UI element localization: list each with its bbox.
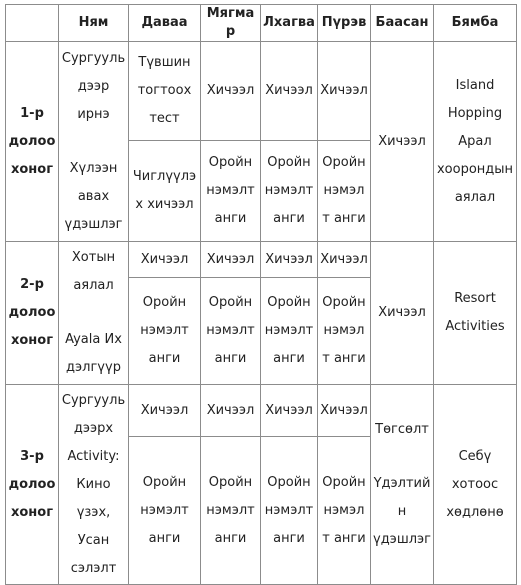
week3-thursday-cell-a: Хичээл (318, 385, 371, 437)
week1-tuesday-cell-a: Хичээл (201, 42, 261, 141)
schedule-wrapper (5, 4, 517, 585)
week2-sunday-event-1: Хотын аялал (71, 250, 116, 293)
header-row (6, 5, 517, 42)
week3-saturday-cell: Себү хотоос хөдлөнө (434, 385, 517, 585)
week3-tuesday-cell-b: Оройн нэмэлт анги (201, 437, 261, 585)
week3-friday-event-2: Үдэлтийн үдэшлэг (373, 475, 431, 547)
week3-label (6, 385, 59, 585)
week1-wednesday-cell-a: Хичээл (261, 42, 318, 141)
week2-saturday-cell: Resort Activities (434, 242, 517, 385)
week2-tuesday-cell-b: Оройн нэмэлт анги (201, 278, 261, 385)
week1-label (6, 42, 59, 242)
week3-wednesday-cell-b: Оройн нэмэлт анги (261, 437, 318, 585)
week1-label-text: 1-р долоо хоног (8, 105, 56, 177)
schedule-table (5, 4, 517, 585)
week2-row-a (6, 242, 517, 278)
week1-sunday-event-1: Сургууль дээр ирнэ (61, 50, 126, 122)
week2-monday-cell-b: Оройн нэмэлт анги (129, 278, 201, 385)
week2-sunday-cell (59, 242, 129, 385)
week1-row-a (6, 42, 517, 141)
week2-tuesday-cell-a: Хичээл (201, 242, 261, 278)
week1-thursday-cell-b: Оройн нэмэлт анги (318, 141, 371, 242)
week2-sunday-event-2: Ayala Их дэлгүүр (65, 332, 122, 375)
week1-monday-cell-a: Түвшин тогтоох тест (129, 42, 201, 141)
header-saturday: Бямба (434, 5, 517, 42)
header-tuesday: Мягмар (201, 5, 261, 42)
week3-tuesday-cell-a: Хичээл (201, 385, 261, 437)
header-friday: Баасан (371, 5, 434, 42)
week1-sunday-event-2: Хүлээн авах үдэшлэг (64, 160, 123, 232)
week2-friday-cell: Хичээл (371, 242, 434, 385)
week2-label (6, 242, 59, 385)
week2-thursday-cell-b: Оройн нэмэлт анги (318, 278, 371, 385)
header-thursday: Пүрэв (318, 5, 371, 42)
header-wednesday: Лхагва (261, 5, 318, 42)
header-monday: Даваа (129, 5, 201, 42)
week1-monday-cell-b: Чиглүүлэх хичээл (129, 141, 201, 242)
week3-label-text: 3-р долоо хоног (8, 448, 56, 520)
week1-friday-cell: Хичээл (371, 42, 434, 242)
week1-wednesday-cell-b: Оройн нэмэлт анги (261, 141, 318, 242)
week3-sunday-cell: Сургууль дээрх Activity: Кино үзэх, Усан сэлэлт (59, 385, 129, 585)
week1-thursday-cell-a: Хичээл (318, 42, 371, 141)
week3-row-a (6, 385, 517, 437)
header-sunday: Ням (59, 5, 129, 42)
week2-wednesday-cell-b: Оройн нэмэлт анги (261, 278, 318, 385)
week3-wednesday-cell-a: Хичээл (261, 385, 318, 437)
week2-label-text: 2-р долоо хоног (8, 277, 56, 348)
header-corner-cell (6, 5, 59, 42)
week1-tuesday-cell-b: Оройн нэмэлт анги (201, 141, 261, 242)
week3-friday-event-1: Төгсөлт (375, 421, 429, 437)
week3-friday-cell (371, 385, 434, 585)
week3-monday-cell-b: Оройн нэмэлт анги (129, 437, 201, 585)
week2-monday-cell-a: Хичээл (129, 242, 201, 278)
week2-wednesday-cell-a: Хичээл (261, 242, 318, 278)
week1-saturday-cell: Island Hopping Арал хоорондын аялал (434, 42, 517, 242)
week1-sunday-cell (59, 42, 129, 242)
week2-thursday-cell-a: Хичээл (318, 242, 371, 278)
week3-monday-cell-a: Хичээл (129, 385, 201, 437)
week3-thursday-cell-b: Оройн нэмэлт анги (318, 437, 371, 585)
